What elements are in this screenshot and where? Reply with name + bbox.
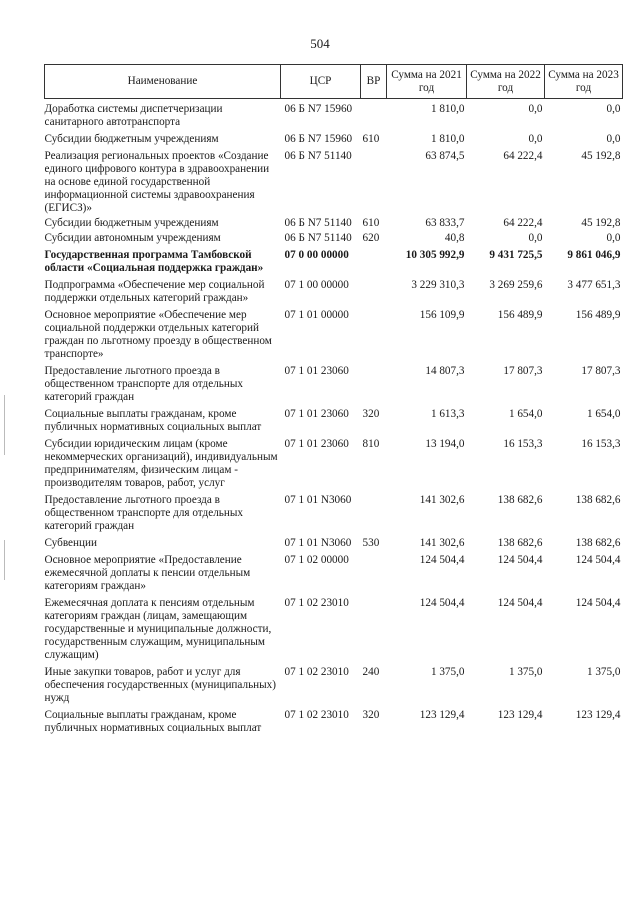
row-sum-2021: 123 129,4	[419, 709, 465, 721]
header-sum-2023: Сумма на 2023 год	[545, 65, 623, 99]
row-sum-2021: 13 194,0	[425, 438, 465, 450]
row-sum-2021: 141 302,6	[419, 537, 465, 549]
row-sum-2023: 124 504,4	[575, 554, 621, 566]
row-csr: 07 1 01 N3060	[284, 494, 352, 506]
row-sum-2022: 0,0	[528, 232, 543, 244]
row-sum-2023: 1 654,0	[586, 408, 621, 420]
header-csr: ЦСР	[281, 65, 361, 99]
row-sum-2022: 1 375,0	[508, 666, 543, 678]
row-sum-2022: 124 504,4	[497, 597, 543, 609]
row-vr	[361, 103, 387, 129]
row-sum-2023: 45 192,8	[581, 150, 621, 162]
row-sum-2022: 0,0	[528, 103, 543, 115]
row-sum-2021: 14 807,3	[425, 365, 465, 377]
row-csr: 07 1 02 23010	[284, 597, 349, 609]
table-row	[45, 408, 623, 434]
row-name: Предоставление льготного проезда в общественном транспорте для отдельных категорий граждан	[44, 365, 243, 403]
table-row	[45, 554, 623, 593]
row-name: Подпрограмма «Обеспечение мер социальной поддержки отдельных категорий граждан»	[44, 279, 265, 304]
row-sum-2021: 40,8	[444, 232, 465, 244]
row-csr: 07 0 00 00000	[284, 249, 349, 261]
row-vr: 240	[362, 666, 380, 678]
row-name: Иные закупки товаров, работ и услуг для обеспечения государственных (муниципальных) нужд	[44, 666, 276, 704]
row-sum-2021: 156 109,9	[419, 309, 465, 321]
row-sum-2021: 63 833,7	[425, 217, 465, 229]
table-row	[45, 150, 623, 215]
row-csr: 07 1 02 23010	[284, 666, 349, 678]
table-row	[45, 494, 623, 533]
row-csr: 06 Б N7 51140	[284, 150, 352, 162]
row-sum-2022: 156 489,9	[497, 309, 543, 321]
row-csr: 06 Б N7 15960	[284, 133, 353, 145]
row-name: Основное мероприятие «Предоставление ежемесячной доплаты к пенсии отдельным категориям граждан»	[44, 554, 251, 592]
row-sum-2022: 64 222,4	[503, 217, 543, 229]
row-vr: 320	[362, 408, 380, 420]
row-sum-2023: 17 807,3	[581, 365, 621, 377]
table-header-row	[45, 65, 623, 99]
row-name: Субсидии автономным учреждениям	[44, 232, 221, 244]
row-sum-2023: 9 861 046,9	[567, 249, 621, 261]
row-sum-2022: 123 129,4	[497, 709, 543, 721]
row-sum-2021: 1 375,0	[430, 666, 465, 678]
row-csr: 07 1 01 23060	[284, 408, 349, 420]
table-row	[45, 438, 623, 490]
row-csr: 07 1 00 00000	[284, 279, 349, 291]
table-row	[45, 365, 623, 404]
row-vr	[361, 150, 387, 215]
row-sum-2022: 3 269 259,6	[489, 279, 543, 291]
row-csr: 07 1 01 23060	[284, 438, 349, 450]
row-name: Субсидии юридическим лицам (кроме некоммерческих организаций), индивидуальным предпринимателям, физическим лицам - производителям товаров, работ, услуг	[44, 438, 278, 489]
row-sum-2021: 63 874,5	[425, 150, 465, 162]
row-sum-2021: 124 504,4	[419, 597, 465, 609]
row-name: Ежемесячная доплата к пенсиям отдельным категориям граждан (лицам, замещающим государственные и муниципальные должности, государственным служащим, муниципальным служащим)	[44, 597, 272, 661]
row-sum-2021: 141 302,6	[419, 494, 465, 506]
row-sum-2021: 1 810,0	[430, 103, 465, 115]
row-vr	[361, 494, 387, 533]
row-name: Социальные выплаты гражданам, кроме публичных нормативных социальных выплат	[44, 408, 262, 433]
row-csr: 07 1 02 00000	[284, 554, 349, 566]
row-sum-2023: 123 129,4	[575, 709, 621, 721]
row-csr: 06 Б N7 15960	[284, 103, 353, 115]
row-vr: 810	[362, 438, 380, 450]
table-row	[45, 133, 623, 146]
row-vr: 610	[362, 217, 380, 229]
table-row	[45, 666, 623, 705]
row-vr	[361, 249, 387, 275]
row-sum-2023: 138 682,6	[575, 494, 621, 506]
header-sum-2021: Сумма на 2021 год	[387, 65, 467, 99]
row-sum-2023: 0,0	[606, 103, 621, 115]
row-csr: 07 1 01 00000	[284, 309, 349, 321]
row-sum-2023: 0,0	[606, 133, 621, 145]
table-row	[45, 309, 623, 361]
row-vr	[361, 597, 387, 662]
row-sum-2021: 1 613,3	[430, 408, 465, 420]
row-vr	[361, 309, 387, 361]
row-sum-2023: 1 375,0	[586, 666, 621, 678]
row-csr: 07 1 02 23010	[284, 709, 349, 721]
row-sum-2023: 138 682,6	[575, 537, 621, 549]
row-name: Основное мероприятие «Обеспечение мер социальной поддержки отдельных категорий граждан по льготному проезду в общественном транспорте»	[44, 309, 272, 360]
row-vr: 620	[362, 232, 380, 244]
row-sum-2023: 124 504,4	[575, 597, 621, 609]
row-csr: 06 Б N7 51140	[284, 232, 352, 244]
header-name: Наименование	[45, 65, 281, 99]
row-sum-2023: 16 153,3	[581, 438, 621, 450]
row-vr	[361, 279, 387, 305]
table-row	[45, 249, 623, 275]
row-sum-2022: 0,0	[528, 133, 543, 145]
row-sum-2021: 3 229 310,3	[411, 279, 465, 291]
row-name: Субсидии бюджетным учреждениям	[44, 133, 219, 145]
row-vr: 530	[362, 537, 380, 549]
row-sum-2021: 1 810,0	[430, 133, 465, 145]
row-sum-2022: 64 222,4	[503, 150, 543, 162]
row-name: Субсидии бюджетным учреждениям	[44, 217, 219, 229]
row-sum-2022: 138 682,6	[497, 494, 543, 506]
row-sum-2022: 9 431 725,5	[489, 249, 543, 261]
row-vr: 610	[362, 133, 380, 145]
table-row	[45, 279, 623, 305]
row-csr: 07 1 01 N3060	[284, 537, 352, 549]
table-row	[45, 597, 623, 662]
page-number: 504	[310, 36, 330, 51]
row-sum-2021: 10 305 992,9	[405, 249, 465, 261]
row-csr: 07 1 01 23060	[284, 365, 349, 377]
row-name: Социальные выплаты гражданам, кроме публичных нормативных социальных выплат	[44, 709, 262, 734]
row-sum-2022: 17 807,3	[503, 365, 543, 377]
row-sum-2022: 138 682,6	[497, 537, 543, 549]
table-row	[45, 217, 623, 230]
row-sum-2022: 16 153,3	[503, 438, 543, 450]
row-vr	[361, 554, 387, 593]
row-sum-2023: 156 489,9	[575, 309, 621, 321]
budget-table	[44, 64, 623, 735]
scan-edge-mark	[4, 395, 5, 455]
row-name: Реализация региональных проектов «Создание единого цифрового контура в здравоохранении на основе единой государственной информационной системы здравоохранения (ЕГИСЗ)»	[44, 150, 270, 214]
row-sum-2022: 1 654,0	[508, 408, 543, 420]
row-csr: 06 Б N7 51140	[284, 217, 352, 229]
table-row	[45, 103, 623, 129]
row-vr: 320	[362, 709, 380, 721]
row-vr	[361, 365, 387, 404]
table-row	[45, 709, 623, 735]
row-name: Субвенции	[44, 537, 97, 549]
table-row	[45, 537, 623, 550]
header-vr: ВР	[361, 65, 387, 99]
row-sum-2023: 3 477 651,3	[567, 279, 621, 291]
row-sum-2021: 124 504,4	[419, 554, 465, 566]
table-body	[45, 99, 623, 736]
row-sum-2023: 45 192,8	[581, 217, 621, 229]
table-row	[45, 232, 623, 245]
row-sum-2022: 124 504,4	[497, 554, 543, 566]
row-name: Государственная программа Тамбовской области «Социальная поддержка граждан»	[44, 249, 264, 274]
header-sum-2022: Сумма на 2022 год	[467, 65, 545, 99]
scan-edge-mark	[4, 540, 5, 580]
row-name: Доработка системы диспетчеризации санитарного автотранспорта	[44, 103, 223, 128]
row-sum-2023: 0,0	[606, 232, 621, 244]
row-name: Предоставление льготного проезда в общественном транспорте для отдельных категорий граждан	[44, 494, 243, 532]
